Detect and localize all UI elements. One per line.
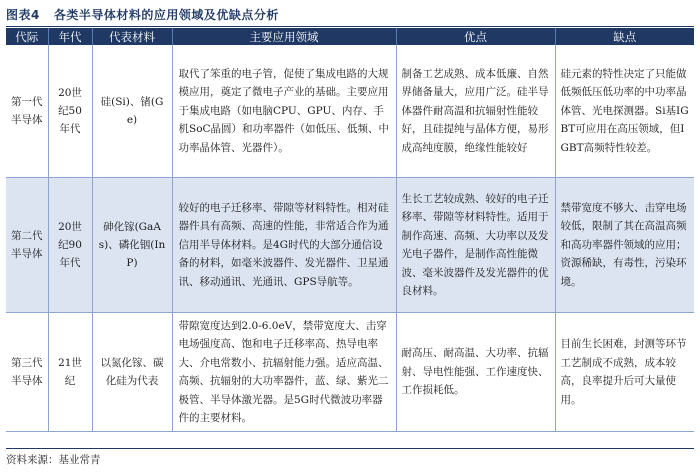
cell-applications: 带隙宽度达到2.0-6.0eV，禁带宽度大、击穿电场强度高、饱和电子迁移率高、热导电率大、介电常数小、抗辐射能力强。适应高温、高频、抗辐射的大功率器件，蓝、绿、紫光二极管、半导体激光器。是5G时代微波功率器件的主要材料。 bbox=[172, 313, 396, 432]
cell-cons: 禁带宽度不够大、击穿电场较低，限制了其在高温高频和高功率器件领域的应用；资源稀缺，有毒性，污染环境。 bbox=[555, 178, 694, 313]
cell-pros: 耐高压、耐高温、大功率、抗辐射、导电性能强、工作速度快、工作损耗低。 bbox=[396, 313, 555, 432]
figure-title bbox=[6, 6, 694, 27]
header-applications: 主要应用领域 bbox=[172, 28, 396, 45]
header-generation: 代际 bbox=[6, 28, 48, 45]
cell-material: 砷化镓(GaAs)、磷化铟(InP) bbox=[92, 178, 172, 313]
cell-cons: 目前生长困难，封测等环节工艺制成不成熟，成本较高，良率提升后可大量使用。 bbox=[555, 313, 694, 432]
source-note: 资料来源：基业常青 bbox=[6, 448, 694, 469]
table-header-row bbox=[6, 28, 694, 45]
table-row bbox=[6, 178, 694, 313]
header-pros: 优点 bbox=[396, 28, 555, 45]
cell-applications: 较好的电子迁移率、带隙等材料特性。相对硅器件具有高频、高速的性能，非常适合作为通信用半导体材料。是4G时代的大部分通信设备的材料，如毫米波器件、发光器件、卫星通讯、移动通讯、光通讯、GPS导航等。 bbox=[172, 178, 396, 313]
table-row bbox=[6, 45, 694, 178]
cell-generation: 第三代半导体 bbox=[6, 313, 48, 432]
materials-table bbox=[6, 28, 694, 432]
cell-generation: 第一代半导体 bbox=[6, 45, 48, 178]
cell-applications: 取代了笨重的电子管，促使了集成电路的大规模应用，奠定了微电子产业的基础。主要应用于集成电路（如电脑CPU、GPU、内存、手机SoC晶圆）和功率器件（如低压、低频、中功率晶体管、光器件）。 bbox=[172, 45, 396, 178]
cell-era: 20世纪90年代 bbox=[48, 178, 92, 313]
cell-material: 硅(Si)、锗(Ge) bbox=[92, 45, 172, 178]
figure-caption: 各类半导体材料的应用领域及优缺点分析 bbox=[53, 8, 279, 22]
header-cons: 缺点 bbox=[555, 28, 694, 45]
cell-era: 21世纪 bbox=[48, 313, 92, 432]
cell-pros: 生长工艺较成熟、较好的电子迁移率、带隙等材料特性。适用于制作高速、高频、大功率以及发光电子器件，是制作高性能微波、毫米波器件及发光器件的优良材料。 bbox=[396, 178, 555, 313]
figure-number: 图表4 bbox=[6, 8, 40, 22]
header-material: 代表材料 bbox=[92, 28, 172, 45]
header-era: 年代 bbox=[48, 28, 92, 45]
cell-cons: 硅元素的特性决定了只能做低频低压低功率的中功率晶体管、光电探测器。Si基IGBT可应用在高压领域，但IGBT高频特性较差。 bbox=[555, 45, 694, 178]
cell-material: 以氮化镓、碳化硅为代表 bbox=[92, 313, 172, 432]
cell-pros: 制备工艺成熟、成本低廉、自然界储备量大，应用广泛。硅半导体器件耐高温和抗辐射性能较好，且硅提纯与晶体方便，易形成高纯度膜，绝缘性能较好 bbox=[396, 45, 555, 178]
cell-generation: 第二代半导体 bbox=[6, 178, 48, 313]
table-row bbox=[6, 313, 694, 432]
cell-era: 20世纪50年代 bbox=[48, 45, 92, 178]
